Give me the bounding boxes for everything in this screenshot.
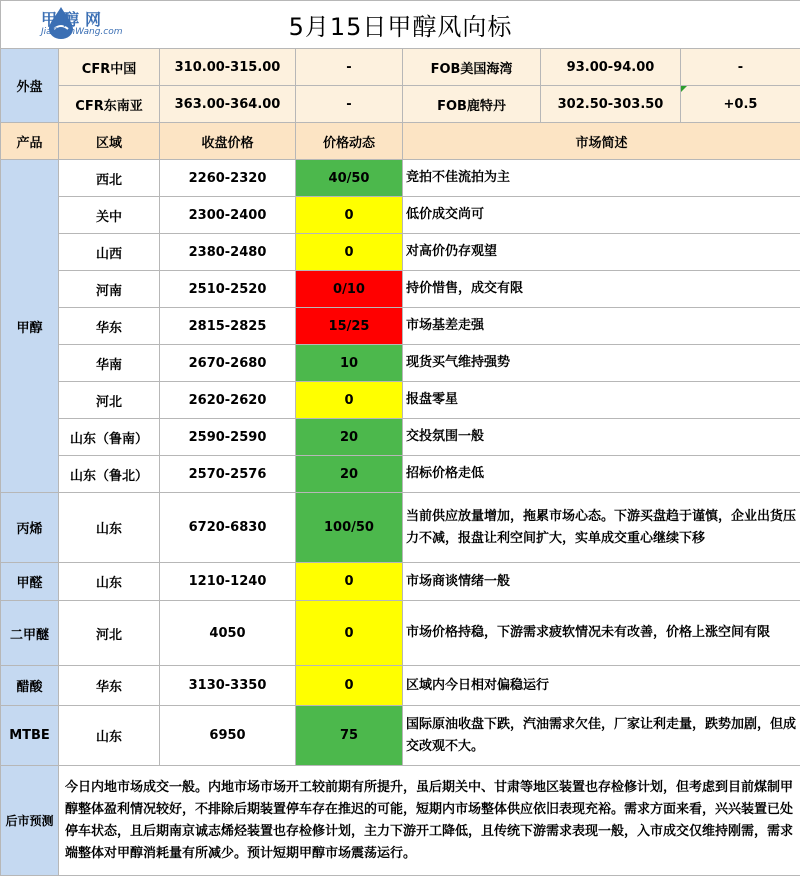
change-cell: 75	[296, 706, 403, 766]
title-bar	[1, 1, 800, 49]
change-cell: 0	[296, 197, 403, 234]
summary-cell: 区域内今日相对偏稳运行	[403, 666, 800, 706]
region-cell: 华南	[59, 345, 160, 382]
summary-cell: 对高价仍存观望	[403, 234, 800, 271]
site-logo	[5, 5, 123, 43]
outer-name: FOB鹿特丹	[403, 86, 541, 123]
summary-cell: 招标价格走低	[403, 456, 800, 493]
region-cell: 河南	[59, 271, 160, 308]
change-cell: 0/10	[296, 271, 403, 308]
region-cell: 西北	[59, 160, 160, 197]
change-cell: 0	[296, 563, 403, 601]
summary-cell: 市场价格持稳，下游需求疲软情况未有改善，价格上涨空间有限	[403, 601, 800, 666]
price-cell: 2510-2520	[160, 271, 296, 308]
change-cell: 0	[296, 382, 403, 419]
price-cell: 2670-2680	[160, 345, 296, 382]
outer-price: 363.00-364.00	[160, 86, 296, 123]
logo-text-cn: 甲醇网	[41, 10, 108, 29]
outer-name: FOB美国海湾	[403, 49, 541, 86]
summary-cell: 持价惜售，成交有限	[403, 271, 800, 308]
price-cell: 2300-2400	[160, 197, 296, 234]
region-cell: 山东	[59, 563, 160, 601]
region-cell: 华东	[59, 308, 160, 345]
outer-price: 302.50-303.50	[541, 86, 681, 123]
product-label: MTBE	[1, 706, 59, 766]
summary-cell: 当前供应放量增加，拖累市场心态。下游买盘趋于谨慎，企业出货压力不减，报盘让利空间扩大，实单成交重心继续下移	[403, 493, 800, 563]
summary-cell: 市场商谈情绪一般	[403, 563, 800, 601]
price-cell: 2815-2825	[160, 308, 296, 345]
forecast-text: 今日内地市场成交一般。内地市场市场开工较前期有所提升，虽后期关中、甘肃等地区装置也存检修计划，但考虑到目前煤制甲醇整体盈利情况较好，不排除后期装置停车存在推迟的可能，短期内市场整体供应依旧表现充裕。需求方面来看，兴兴装置已处停车状态，且后期南京诚志烯烃装置也存检修计划，主力下游开工降低，且传统下游需求表现一般，入市成交仅维持刚需，需求端整体对甲醇消耗量有所减少。预计短期甲醇市场震荡运行。	[59, 766, 800, 876]
summary-cell: 低价成交尚可	[403, 197, 800, 234]
outer-name: CFR东南亚	[59, 86, 160, 123]
price-cell: 2260-2320	[160, 160, 296, 197]
change-cell: 0	[296, 601, 403, 666]
price-cell: 2570-2576	[160, 456, 296, 493]
change-cell: 10	[296, 345, 403, 382]
summary-cell: 国际原油收盘下跌，汽油需求欠佳，厂家让利走量，跌势加剧，但成交改观不大。	[403, 706, 800, 766]
region-cell: 山东	[59, 706, 160, 766]
outer-change: -	[681, 49, 800, 86]
column-header-price: 收盘价格	[160, 123, 296, 160]
price-cell: 2620-2620	[160, 382, 296, 419]
price-cell: 2590-2590	[160, 419, 296, 456]
change-cell: 20	[296, 456, 403, 493]
summary-cell: 竞拍不佳流拍为主	[403, 160, 800, 197]
region-cell: 山东（鲁北）	[59, 456, 160, 493]
change-cell: 20	[296, 419, 403, 456]
region-cell: 河北	[59, 382, 160, 419]
price-cell: 1210-1240	[160, 563, 296, 601]
product-label: 二甲醚	[1, 601, 59, 666]
price-cell: 6720-6830	[160, 493, 296, 563]
column-header-product: 产品	[1, 123, 59, 160]
summary-cell: 交投氛围一般	[403, 419, 800, 456]
region-cell: 山西	[59, 234, 160, 271]
summary-cell: 现货买气维持强势	[403, 345, 800, 382]
region-cell: 关中	[59, 197, 160, 234]
region-cell: 山东	[59, 493, 160, 563]
change-cell: 100/50	[296, 493, 403, 563]
report-title: 5月15日甲醇风向标	[288, 13, 513, 41]
price-cell: 6950	[160, 706, 296, 766]
outer-market-label: 外盘	[1, 49, 59, 123]
summary-cell: 报盘零星	[403, 382, 800, 419]
region-cell: 河北	[59, 601, 160, 666]
product-label: 醋酸	[1, 666, 59, 706]
change-cell: 0	[296, 234, 403, 271]
outer-price: 93.00-94.00	[541, 49, 681, 86]
logo-text-en: JiaChunWang.com	[41, 27, 123, 37]
column-header-region: 区域	[59, 123, 160, 160]
summary-cell: 市场基差走强	[403, 308, 800, 345]
change-cell: 40/50	[296, 160, 403, 197]
column-header-change: 价格动态	[296, 123, 403, 160]
region-cell: 华东	[59, 666, 160, 706]
change-cell: 15/25	[296, 308, 403, 345]
price-cell: 3130-3350	[160, 666, 296, 706]
outer-change: +0.5	[681, 86, 800, 123]
forecast-label: 后市预测	[1, 766, 59, 876]
product-label: 丙烯	[1, 493, 59, 563]
outer-price: 310.00-315.00	[160, 49, 296, 86]
change-cell: 0	[296, 666, 403, 706]
price-cell: 2380-2480	[160, 234, 296, 271]
outer-change: -	[296, 86, 403, 123]
region-cell: 山东（鲁南）	[59, 419, 160, 456]
column-header-summary: 市场简述	[403, 123, 800, 160]
product-label-methanol: 甲醇	[1, 160, 59, 493]
product-label: 甲醛	[1, 563, 59, 601]
outer-name: CFR中国	[59, 49, 160, 86]
price-cell: 4050	[160, 601, 296, 666]
outer-change: -	[296, 49, 403, 86]
